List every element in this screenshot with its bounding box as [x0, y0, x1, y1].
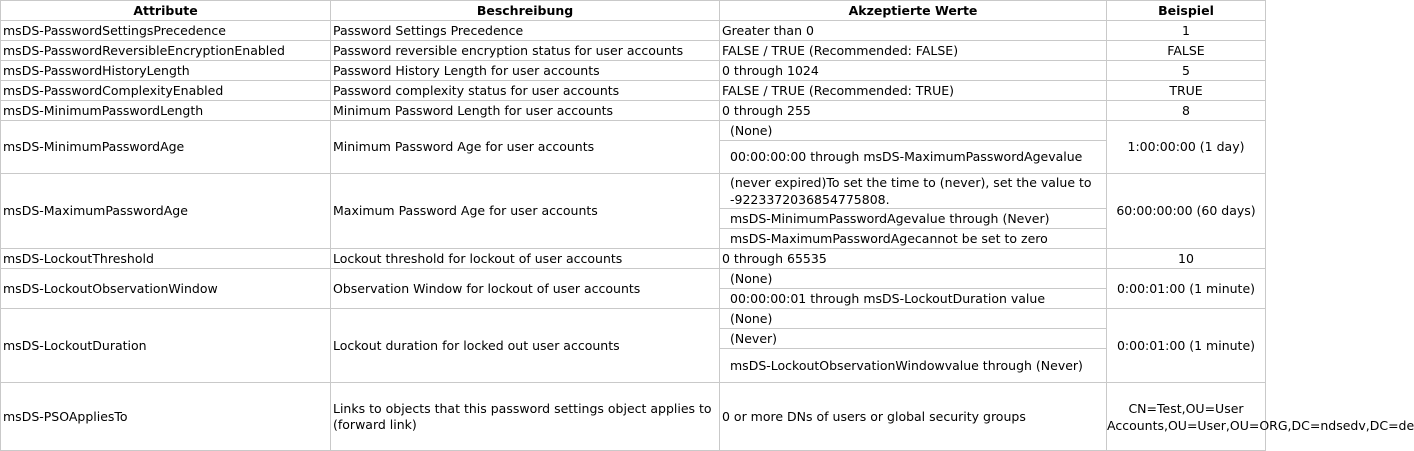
- attribute-cell: msDS-MaximumPasswordAge: [1, 174, 331, 249]
- attribute-cell: msDS-LockoutObservationWindow: [1, 269, 331, 309]
- accepted-cell: (never expired)To set the time to (never), set the value to -9223372036854775808.: [720, 174, 1107, 209]
- header-description: Beschreibung: [331, 1, 720, 21]
- table-row: [1, 61, 1266, 81]
- example-cell: 1: [1107, 21, 1266, 41]
- description-cell: Minimum Password Length for user accounts: [331, 101, 720, 121]
- example-cell: 0:00:01:00 (1 minute): [1107, 309, 1266, 383]
- description-cell: Password History Length for user accounts: [331, 61, 720, 81]
- table-row: [1, 269, 1266, 289]
- example-cell: FALSE: [1107, 41, 1266, 61]
- header-example: Beispiel: [1107, 1, 1266, 21]
- header-attribute: Attribute: [1, 1, 331, 21]
- accepted-cell: 00:00:00:00 through msDS-MaximumPasswordAgevalue: [720, 141, 1107, 174]
- accepted-cell: (Never): [720, 329, 1107, 349]
- table-row: [1, 21, 1266, 41]
- description-cell: Lockout duration for locked out user accounts: [331, 309, 720, 383]
- accepted-cell: (None): [720, 269, 1107, 289]
- table-row: [1, 101, 1266, 121]
- attribute-cell: msDS-MinimumPasswordAge: [1, 121, 331, 174]
- description-cell: Password complexity status for user accounts: [331, 81, 720, 101]
- description-cell: Lockout threshold for lockout of user accounts: [331, 249, 720, 269]
- table-row: [1, 249, 1266, 269]
- header-accepted-values: Akzeptierte Werte: [720, 1, 1107, 21]
- accepted-cell: FALSE / TRUE (Recommended: FALSE): [720, 41, 1107, 61]
- accepted-cell: msDS-MinimumPasswordAgevalue through (Never): [720, 209, 1107, 229]
- attribute-cell: msDS-PasswordHistoryLength: [1, 61, 331, 81]
- attribute-cell: msDS-LockoutDuration: [1, 309, 331, 383]
- description-cell: Password Settings Precedence: [331, 21, 720, 41]
- description-cell: Password reversible encryption status for user accounts: [331, 41, 720, 61]
- table-row: [1, 121, 1266, 141]
- example-cell: 8: [1107, 101, 1266, 121]
- example-cell: 1:00:00:00 (1 day): [1107, 121, 1266, 174]
- example-cell: 0:00:01:00 (1 minute): [1107, 269, 1266, 309]
- example-cell: 5: [1107, 61, 1266, 81]
- attribute-cell: msDS-PSOAppliesTo: [1, 383, 331, 451]
- attribute-cell: msDS-MinimumPasswordLength: [1, 101, 331, 121]
- accepted-cell: FALSE / TRUE (Recommended: TRUE): [720, 81, 1107, 101]
- accepted-cell: 0 through 255: [720, 101, 1107, 121]
- accepted-cell: (None): [720, 309, 1107, 329]
- attribute-cell: msDS-PasswordComplexityEnabled: [1, 81, 331, 101]
- attribute-cell: msDS-PasswordReversibleEncryptionEnabled: [1, 41, 331, 61]
- table-row: [1, 309, 1266, 329]
- table-row: [1, 41, 1266, 61]
- example-cell: 60:00:00:00 (60 days): [1107, 174, 1266, 249]
- description-cell: Maximum Password Age for user accounts: [331, 174, 720, 249]
- example-cell: CN=Test,OU=User Accounts,OU=User,OU=ORG,DC=ndsedv,DC=de: [1107, 383, 1266, 451]
- accepted-cell: msDS-MaximumPasswordAgecannot be set to zero: [720, 229, 1107, 249]
- attribute-cell: msDS-LockoutThreshold: [1, 249, 331, 269]
- accepted-cell: 0 or more DNs of users or global security groups: [720, 383, 1107, 451]
- attribute-cell: msDS-PasswordSettingsPrecedence: [1, 21, 331, 41]
- example-cell: TRUE: [1107, 81, 1266, 101]
- accepted-cell: msDS-LockoutObservationWindowvalue through (Never): [720, 349, 1107, 383]
- example-cell: 10: [1107, 249, 1266, 269]
- table-row: [1, 383, 1266, 451]
- description-cell: Minimum Password Age for user accounts: [331, 121, 720, 174]
- description-cell: Links to objects that this password settings object applies to (forward link): [331, 383, 720, 451]
- accepted-cell: (None): [720, 121, 1107, 141]
- accepted-cell: Greater than 0: [720, 21, 1107, 41]
- table-row: [1, 81, 1266, 101]
- header-row: [1, 1, 1266, 21]
- description-cell: Observation Window for lockout of user accounts: [331, 269, 720, 309]
- accepted-cell: 00:00:00:01 through msDS-LockoutDuration value: [720, 289, 1107, 309]
- accepted-cell: 0 through 1024: [720, 61, 1107, 81]
- accepted-cell: 0 through 65535: [720, 249, 1107, 269]
- table-row: [1, 174, 1266, 209]
